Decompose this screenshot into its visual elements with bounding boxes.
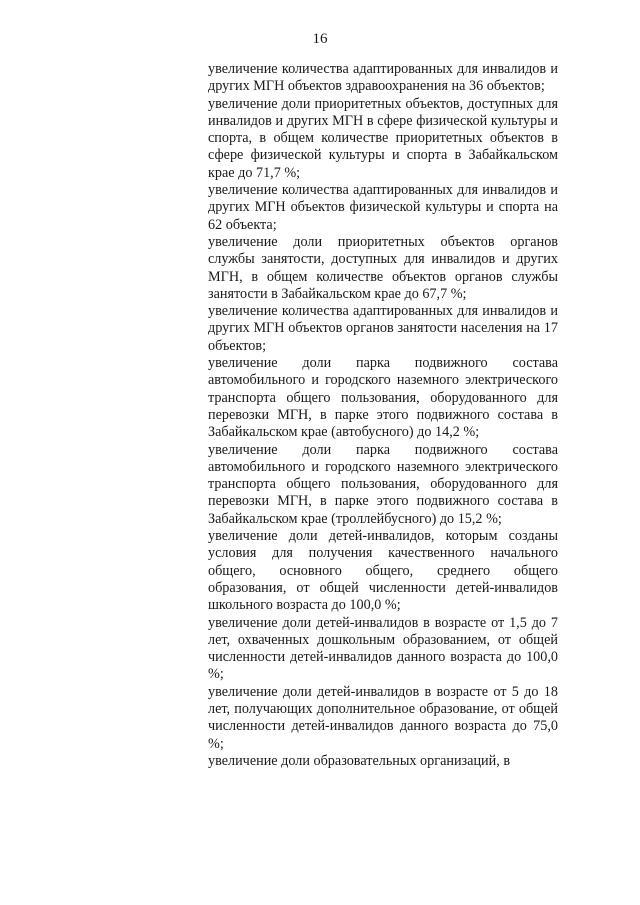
paragraph: увеличение доли приоритетных объектов, доступных для инвалидов и других МГН в сфере физической культуры и спорта, в общем количестве приоритетных объектов в сфере физической культуры и спорта в Забайкальском крае до 71,7 %; bbox=[208, 95, 558, 181]
paragraph: увеличение количества адаптированных для инвалидов и других МГН объектов органов занятости населения на 17 объектов; bbox=[208, 303, 558, 354]
paragraph: увеличение доли детей-инвалидов, которым созданы условия для получения качественного начального общего, основного общего, среднего общего образования, от общей численности детей-инвалидов школьного возраста до 100,0 %; bbox=[208, 528, 558, 614]
paragraph: увеличение количества адаптированных для инвалидов и других МГН объектов физической культуры и спорта на 62 объекта; bbox=[208, 182, 558, 233]
paragraph: увеличение доли детей-инвалидов в возрасте от 5 до 18 лет, получающих дополнительное образование, от общей численности детей-инвалидов данного возраста до 75,0 %; bbox=[208, 683, 558, 752]
paragraph: увеличение доли детей-инвалидов в возрасте от 1,5 до 7 лет, охваченных дошкольным образованием, от общей численности детей-инвалидов данного возраста до 100,0 %; bbox=[208, 614, 558, 683]
paragraph: увеличение доли парка подвижного состава автомобильного и городского наземного электрического транспорта общего пользования, оборудованного для перевозки МГН, в парке этого подвижного состава в Забайкальском крае (троллейбусного) до 15,2 %; bbox=[208, 441, 558, 527]
page-number: 16 bbox=[312, 31, 328, 47]
document-body bbox=[208, 61, 558, 770]
paragraph: увеличение доли образовательных организаций, в bbox=[208, 752, 511, 769]
paragraph: увеличение доли приоритетных объектов органов службы занятости, доступных для инвалидов и других МГН, в общем количестве объектов органов службы занятости в Забайкальском крае до 67,7 %; bbox=[208, 233, 558, 302]
paragraph: увеличение доли парка подвижного состава автомобильного и городского наземного электрического транспорта общего пользования, оборудованного для перевозки МГН, в парке этого подвижного состава в Забайкальском крае (автобусного) до 14,2 %; bbox=[208, 355, 558, 441]
paragraph: увеличение количества адаптированных для инвалидов и других МГН объектов здравоохранения на 36 объектов; bbox=[208, 61, 558, 95]
